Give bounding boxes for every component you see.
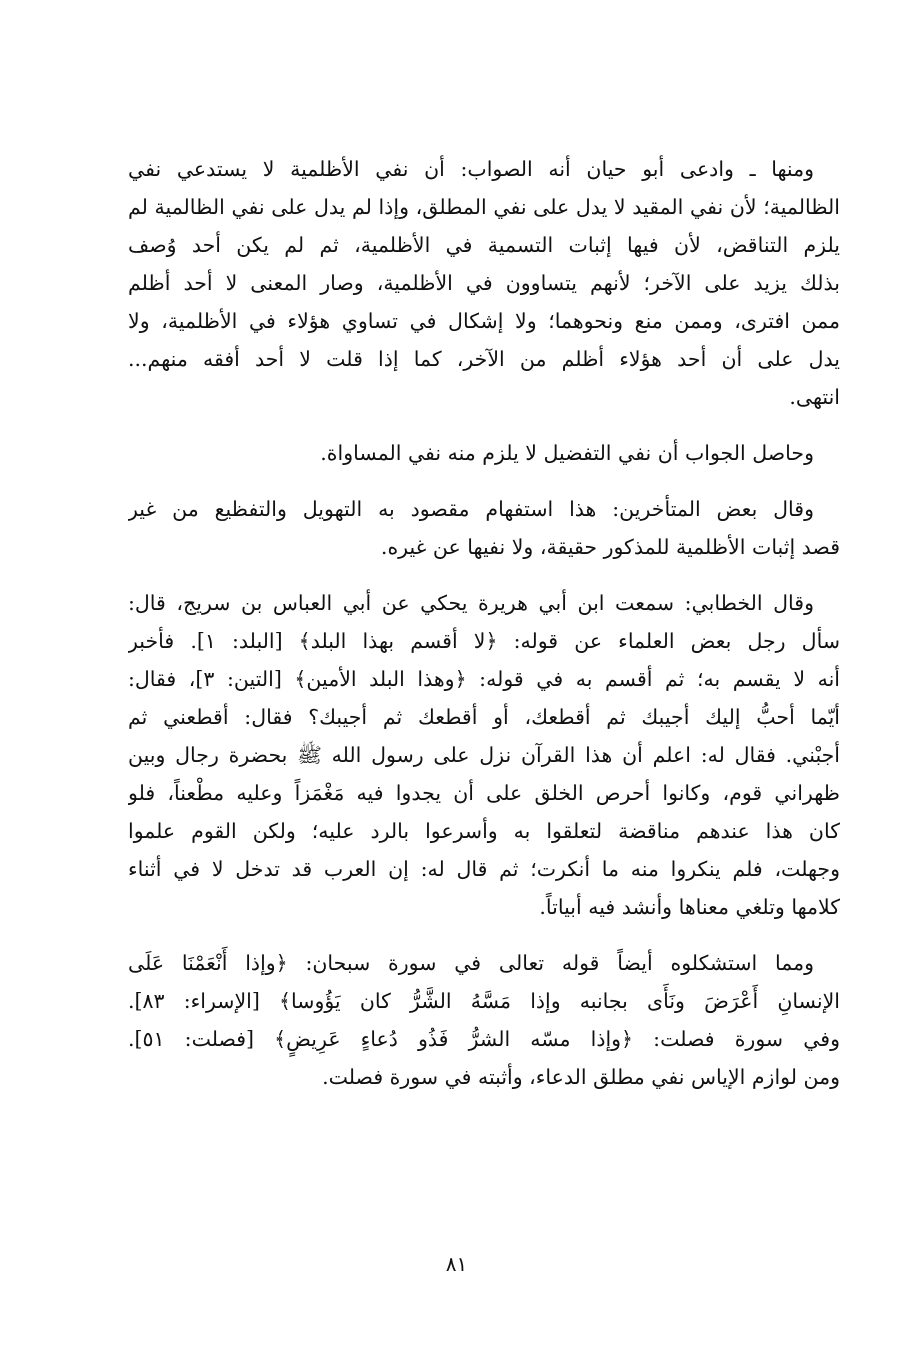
paragraph-answer-summary bbox=[128, 434, 840, 472]
text-line: أجبْني. فقال له: اعلم أن هذا القرآن نزل على رسول الله ﷺ بحضرة رجال وبين bbox=[128, 743, 840, 767]
text-line: وقال الخطابي: سمعت ابن أبي هريرة يحكي عن أبي العباس بن سريج، قال: bbox=[128, 591, 814, 615]
paragraph-abu-hayyan bbox=[128, 150, 840, 416]
text-line: وقال بعض المتأخرين: هذا استفهام مقصود به التهويل والتفظيع من غير bbox=[128, 497, 814, 521]
text-line: بذلك يزيد على الآخر؛ لأنهم يتساوون في الأظلمية، وصار المعنى لا أحد أظلم bbox=[128, 271, 840, 295]
text-line: كلامها وتلغي معناها وأنشد فيه أبياتاً. bbox=[539, 895, 840, 919]
page-body bbox=[128, 150, 840, 1114]
paragraph-khattabi bbox=[128, 584, 840, 926]
page-number: ٨١ bbox=[445, 1252, 468, 1276]
text-line: يلزم التناقض، لأن فيها إثبات التسمية في الأظلمية، ثم لم يكن أحد وُصف bbox=[128, 233, 840, 257]
text-line: سأل رجل بعض العلماء عن قوله: ﴿لا أقسم بهذا البلد﴾ [البلد: ١]. فأخبر bbox=[128, 629, 840, 653]
text-line: ومما استشكلوه أيضاً قوله تعالى في سورة سبحان: ﴿وإذا أَنْعَمْنَا عَلَى bbox=[128, 951, 814, 975]
text-line: ومنها ـ وادعى أبو حيان أنه الصواب: أن نفي الأظلمية لا يستدعي نفي bbox=[128, 157, 814, 181]
paragraph-surah-fussilat bbox=[128, 944, 840, 1096]
text-line: وحاصل الجواب أن نفي التفضيل لا يلزم منه نفي المساواة. bbox=[320, 441, 814, 465]
text-line: انتهى. bbox=[789, 385, 840, 409]
text-line: أنه لا يقسم به؛ ثم أقسم به في قوله: ﴿وهذا البلد الأمين﴾ [التين: ٣]، فقال: bbox=[128, 667, 840, 691]
text-line: ظهراني قوم، وكانوا أحرص الخلق على أن يجدوا فيه مَغْمَزاً وعليه مطْعناً، فلو bbox=[128, 781, 840, 805]
text-line: يدل على أن أحد هؤلاء أظلم من الآخر، كما إذا قلت لا أحد أفقه منهم... bbox=[128, 347, 840, 371]
text-line: وفي سورة فصلت: ﴿وإذا مسّه الشرُّ فَذُو دُعاءٍ عَرِيضٍ﴾ [فصلت: ٥١]. bbox=[128, 1027, 840, 1051]
text-line: كان هذا عندهم مناقضة لتعلقوا به وأسرعوا بالرد عليه؛ ولكن القوم علموا bbox=[128, 819, 840, 843]
paragraph-later-scholars bbox=[128, 490, 840, 566]
text-line: أيّما أحبُّ إليك أجيبك ثم أقطعك، أو أقطعك ثم أجيبك؟ فقال: أقطعني ثم bbox=[128, 705, 840, 729]
text-line: وجهلت، فلم ينكروا منه ما أنكرت؛ ثم قال له: إن العرب قد تدخل لا في أثناء bbox=[128, 857, 840, 881]
text-line: الإنسانِ أَعْرَضَ ونَأَى بجانبه وإذا مَسَّهُ الشَّرُّ كان يَؤُوسا﴾ [الإسراء: ٨٣]. bbox=[128, 989, 840, 1013]
text-line: قصد إثبات الأظلمية للمذكور حقيقة، ولا نفيها عن غيره. bbox=[380, 535, 840, 559]
text-line: ممن افترى، وممن منع ونحوهما؛ ولا إشكال في تساوي هؤلاء في الأظلمية، ولا bbox=[128, 309, 840, 333]
text-line: ومن لوازم الإياس نفي مطلق الدعاء، وأثبته في سورة فصلت. bbox=[322, 1065, 840, 1089]
text-line: الظالمية؛ لأن نفي المقيد لا يدل على نفي المطلق، وإذا لم يدل على نفي الظالمية لم bbox=[128, 195, 840, 219]
